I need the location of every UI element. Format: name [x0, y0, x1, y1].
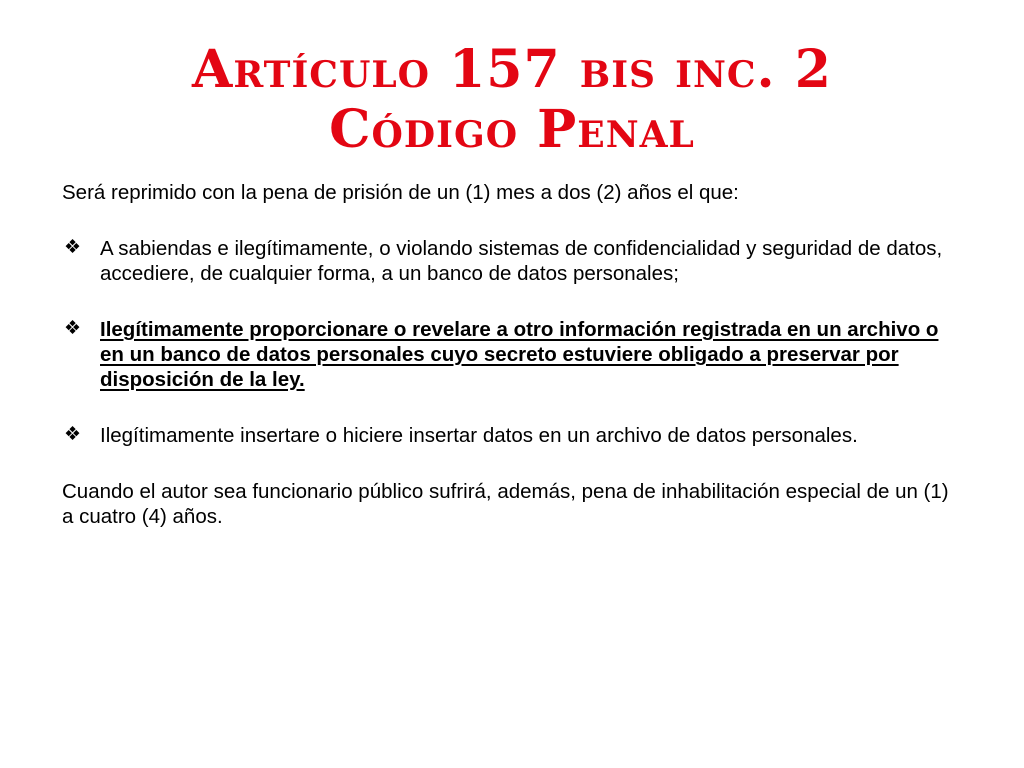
- bullet-item-text: A sabiendas e ilegítimamente, o violando sistemas de confidencialidad y seguridad de datos, accediere, de cualquier forma, a un banco de datos personales;: [100, 237, 943, 285]
- diamond-bullet-icon: ❖: [64, 318, 82, 339]
- bullet-item-2: [62, 317, 962, 392]
- closing-paragraph: Cuando el autor sea funcionario público sufrirá, además, pena de inhabilitación especial de un (1) a cuatro (4) años.: [62, 480, 949, 528]
- diamond-bullet-icon: ❖: [64, 424, 82, 445]
- slide-title: [60, 40, 964, 160]
- bullet-item-text: Ilegítimamente insertare o hiciere insertar datos en un archivo de datos personales.: [100, 424, 858, 447]
- bullet-item-text-emphasized: Ilegítimamente proporcionare o revelare a otro información registrada en un archivo o en un banco de datos personales cuyo secreto estuviere obligado a preservar por disposición de la ley.: [100, 318, 939, 391]
- bullet-item-1: [62, 236, 962, 286]
- title-line-2: Código Penal: [329, 99, 695, 160]
- intro-paragraph: Será reprimido con la pena de prisión de un (1) mes a dos (2) años el que:: [62, 181, 739, 204]
- slide-body: [62, 180, 962, 529]
- diamond-bullet-icon: ❖: [64, 237, 82, 258]
- bullet-item-3: [62, 423, 962, 448]
- title-line-1: Artículo 157 bis inc. 2: [192, 39, 832, 100]
